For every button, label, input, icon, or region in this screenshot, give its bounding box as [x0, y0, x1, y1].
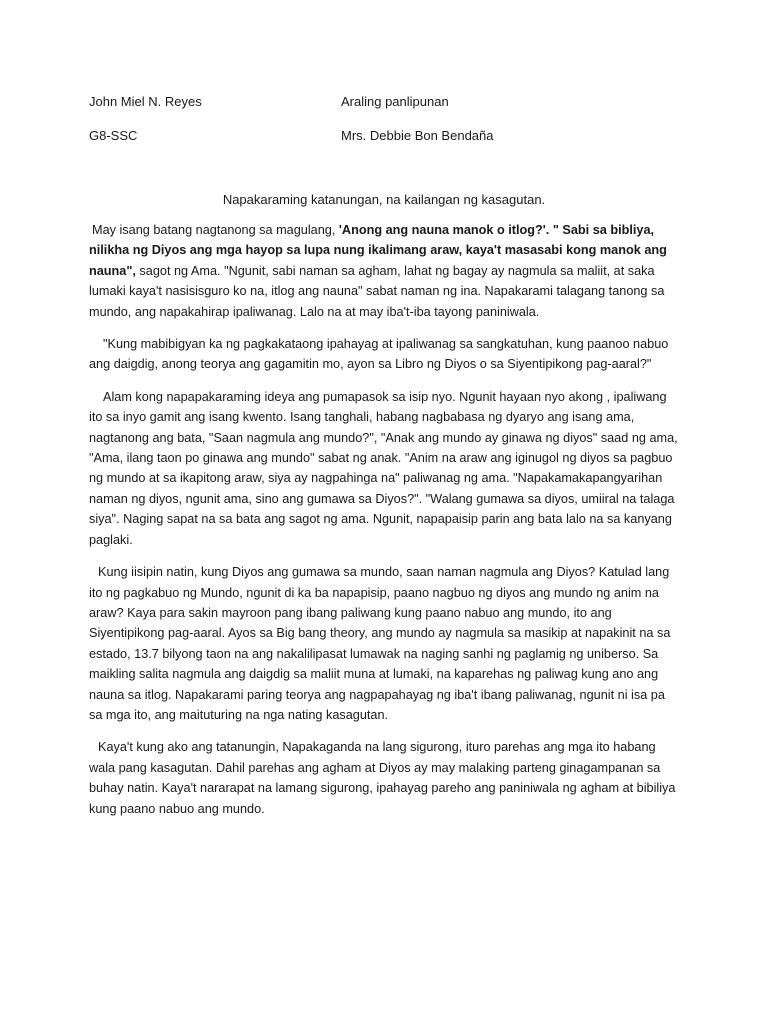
document-body	[89, 220, 681, 831]
paragraph-1	[89, 220, 681, 322]
paragraph-1-text-b: sagot ng Ama. "Ngunit, sabi naman sa agham, lahat ng bagay ay nagmula sa maliit, at saka lumaki kaya't nasisisguro ko na, itlog ang nauna" sabat naman ng ina. Napakarami talagang tanong sa mundo, ang napakahirap ipaliwanag. Lalo na at may iba't-iba tayong paniniwala.	[89, 263, 665, 319]
subject-name: Araling panlipunan	[341, 94, 449, 109]
teacher-name: Mrs. Debbie Bon Bendaña	[341, 128, 494, 143]
paragraph-2: "Kung mabibigyan ka ng pagkakataong ipahayag at ipaliwanag sa sangkatuhan, kung paanoo nabuo ang daigdig, anong teorya ang gagamitin mo, ayon sa Libro ng Diyos o sa Siyentipikong pag-aaral?"	[89, 337, 669, 372]
paragraph-4: Kung iisipin natin, kung Diyos ang gumawa sa mundo, saan naman nagmula ang Diyos? Katulad lang ito ng pagkabuo ng Mundo, ngunit di ka ba napapisip, paano nagbuo ng diyos ang mundo ng anim na araw? Kaya para sakin mayroon pang ibang paliwang kung paano nabuo ang mundo, ito ang Siyentipikong pag-aaral. Ayos sa Big bang theory, ang mundo ay nagmula sa masikip at napakinit na sa estado, 13.7 bilyong taon na ang nakalilipasat lumawak na naging sanhi ng paglamig ng uniberso. Sa maikling salita nagmula ang daigdig sa maliit muna at lumaki, na kaparehas ng paliwag kung ano ang nauna sa itlog. Napakarami paring teorya ang nagpapahayag ng iba't ibang paliwanag, ngunit ni isa pa sa mga ito, ang maituturing na nga nating kasagutan.	[89, 565, 671, 722]
document-title: Napakaraming katanungan, na kailangan ng kasagutan.	[222, 192, 546, 207]
paragraph-1-text-a: May isang batang nagtanong sa magulang,	[92, 223, 339, 237]
paragraph-3: Alam kong napapakaraming ideya ang pumapasok sa isip nyo. Ngunit hayaan nyo akong , ipaliwang ito sa inyo gamit ang isang kwento. Isang tanghali, habang nagbabasa ng dyaryo ang isang ama, nagtanong ang bata, "Saan nagmula ang mundo?", "Anak ang mundo ay ginawa ng diyos" saad ng ama, "Ama, ilang taon po ginawa ang mundo" sabat ng anak. "Anim na araw ang iginugol ng diyos sa pagbuo ng mundo at sa ikapitong araw, siya ay nagpahinga na" paliwanag ng ama. "Napakamakapangyarihan naman ng diyos, ngunit ama, sino ang gumawa sa Diyos?". "Walang gumawa sa diyos, umiiral na talaga siya". Naging sapat na sa bata ang sagot ng ama. Ngunit, napapaisip parin ang bata lalo na sa kanyang paglaki.	[89, 389, 678, 547]
paragraph-1-bold: 'Anong ang nauna manok o itlog?'. " Sabi sa bibliya, nilikha ng Diyos ang mga hayop sa lupa nung ikalimang araw, kaya't masasabi kong manok ang nauna",	[89, 223, 667, 278]
section-name: G8-SSC	[89, 128, 138, 143]
paragraph-5: Kaya't kung ako ang tatanungin, Napakaganda na lang sigurong, ituro parehas ang mga ito habang wala pang kasagutan. Dahil parehas ang agham at Diyos ay may malaking parteng ginagampanan sa buhay natin. Kaya't nararapat na lamang sigurong, ipahayag pareho ang paniniwala ng agham at bibiliya kung paano nabuo ang mundo.	[89, 740, 676, 816]
author-name: John Miel N. Reyes	[89, 94, 202, 109]
